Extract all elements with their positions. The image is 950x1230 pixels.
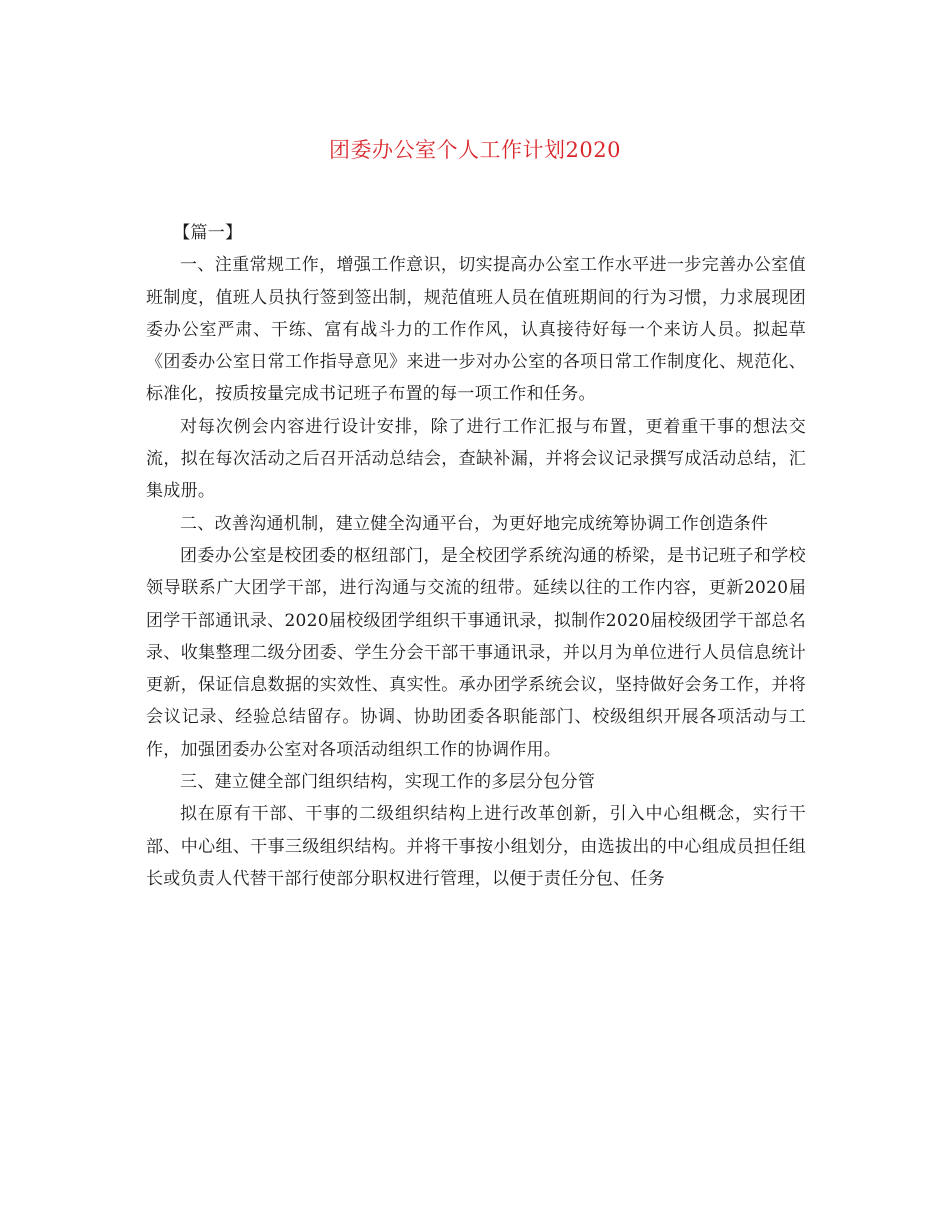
section-heading: 二、改善沟通机制，建立健全沟通平台，为更好地完成统筹协调工作创造条件 <box>180 513 769 534</box>
paragraph: 对每次例会内容进行设计安排，除了进行工作汇报与布置，更着重干事的想法交流，拟在每次活动之后召开活动总结会，查缺补漏，并将会议记录撰写成活动总结，汇集成册。 <box>146 416 806 502</box>
section-label: 【篇一】 <box>173 223 243 243</box>
document-body <box>146 217 806 895</box>
section-heading: 三、建立健全部门组织结构，实现工作的多层分包分管 <box>180 772 596 793</box>
page-title: 团委办公室个人工作计划2020 <box>329 138 621 162</box>
paragraph: 拟在原有干部、干事的二级组织结构上进行改革创新，引入中心组概念，实行干部、中心组、干事三级组织结构。并将干事按小组划分，由选拔出的中心组成员担任组长或负责人代替干部行使部分职权进行管理，以便于责任分包、任务 <box>146 804 806 889</box>
paragraph: 团委办公室是校团委的枢纽部门，是全校团学系统沟通的桥梁，是书记班子和学校领导联系广大团学干部，进行沟通与交流的纽带。延续以往的工作内容，更新2020届团学干部通讯录、2020届校级团学组织干事通讯录，拟制作2020届校级团学干部总名录、收集整理二级分团委、学生分会干部干事通讯录，并以月为单位进行人员信息统计更新，保证信息数据的实效性、真实性。承办团学系统会议，坚持做好会务工作，并将会议记录、经验总结留存。协调、协助团委各职能部门、校级组织开展各项活动与工作，加强团委办公室对各项活动组织工作的协调作用。 <box>146 545 806 760</box>
paragraph: 一、注重常规工作，增强工作意识，切实提高办公室工作水平进一步完善办公室值班制度，值班人员执行签到签出制，规范值班人员在值班期间的行为习惯，力求展现团委办公室严肃、干练、富有战斗力的工作作风，认真接待好每一个来访人员。拟起草《团委办公室日常工作指导意见》来进一步对办公室的各项日常工作制度化、规范化、标准化，按质按量完成书记班子布置的每一项工作和任务。 <box>146 255 806 405</box>
